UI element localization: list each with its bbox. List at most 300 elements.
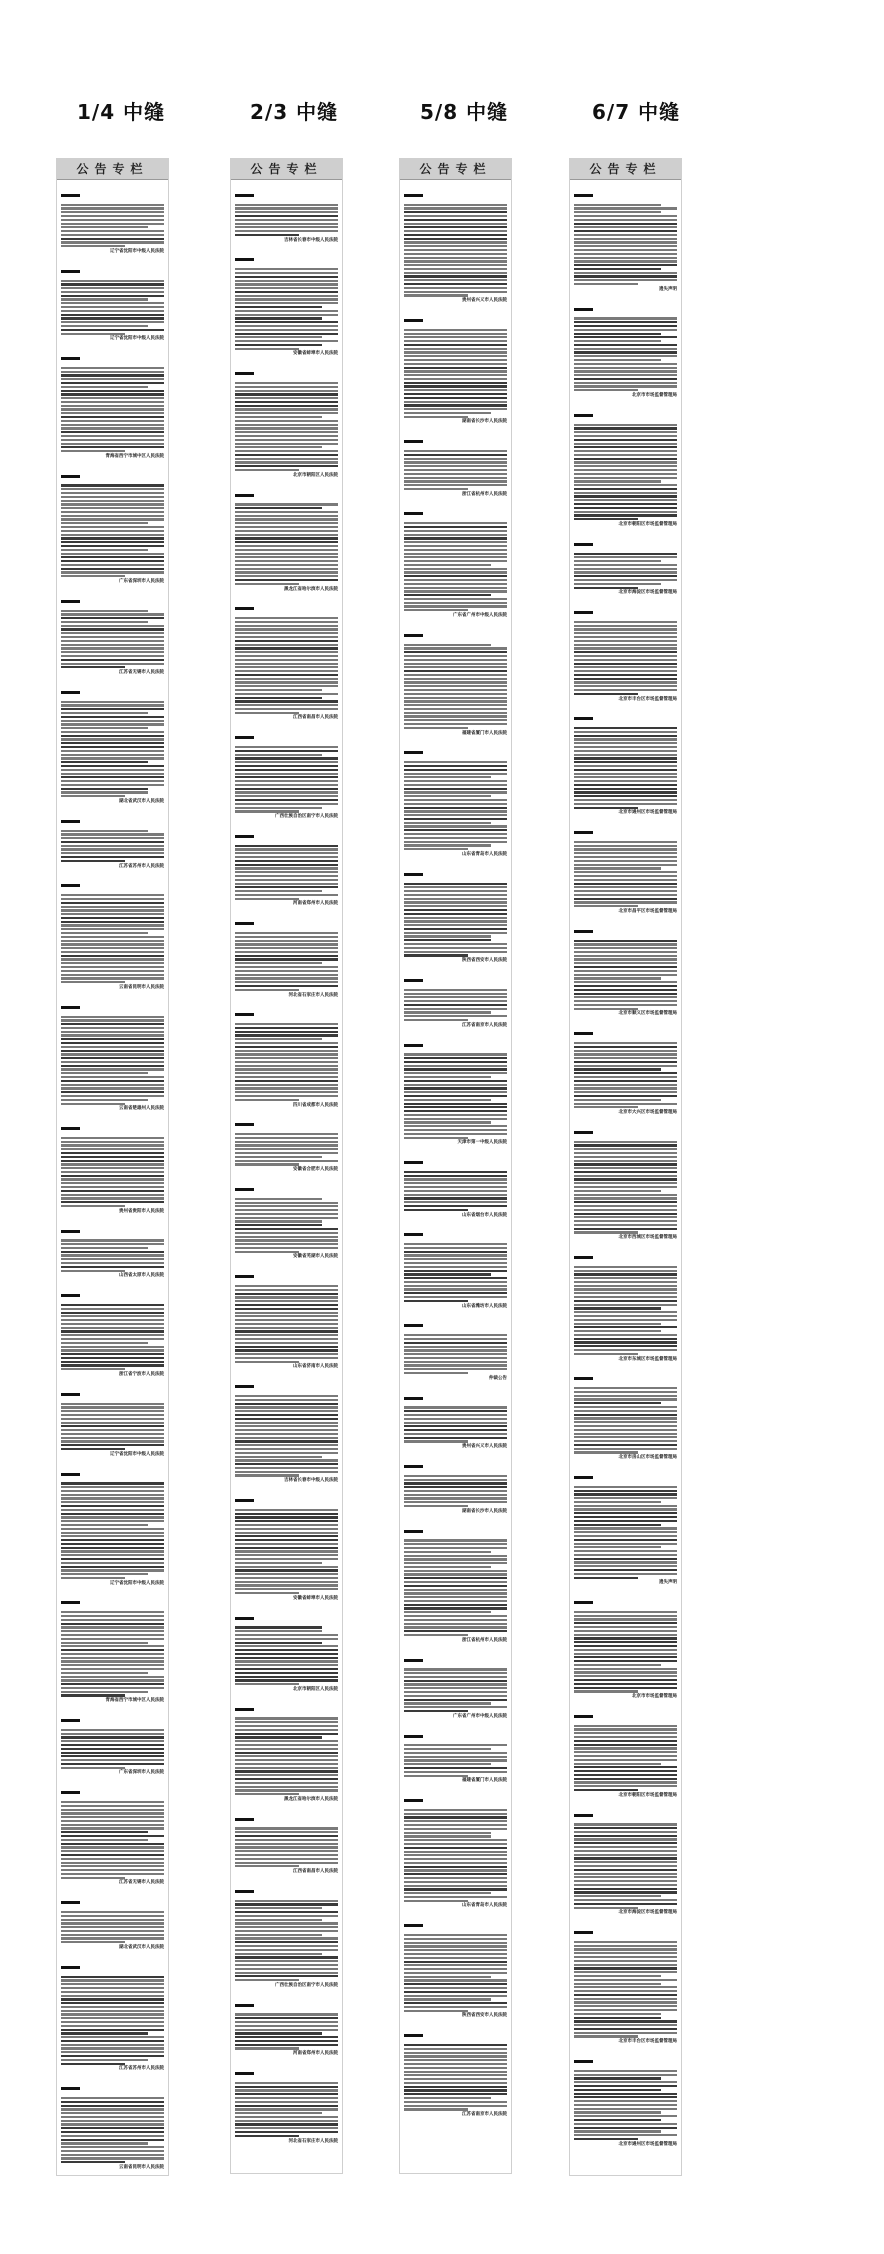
text-line [61, 1163, 164, 1165]
text-line [235, 1087, 338, 1089]
text-line [235, 1289, 338, 1291]
text-line [235, 1843, 338, 1845]
text-line [235, 636, 338, 638]
text-line [235, 765, 338, 767]
text-line [235, 1945, 338, 1947]
text-line [61, 564, 164, 566]
text-line [404, 2044, 507, 2046]
text-line [574, 1854, 677, 1856]
text-line [574, 1766, 677, 1768]
text-line [404, 1735, 423, 1738]
text-line [574, 1725, 677, 1727]
text-line [404, 1479, 507, 1481]
text-line [61, 450, 125, 452]
text-line [61, 568, 164, 570]
text-line [404, 1110, 507, 1112]
text-line [235, 211, 338, 213]
text-line [235, 1061, 338, 1063]
text-line [61, 575, 125, 577]
text-line [61, 1858, 164, 1860]
text-line [574, 1622, 677, 1624]
text-line [235, 1535, 338, 1537]
text-line [404, 1262, 507, 1264]
text-line [235, 1960, 338, 1962]
text-line [61, 1539, 164, 1541]
text-line [235, 898, 299, 900]
text-line [61, 386, 148, 388]
text-line [235, 784, 338, 786]
text-line [235, 769, 338, 771]
text-line [574, 238, 677, 240]
text-line [574, 685, 677, 687]
text-line [574, 655, 677, 657]
text-line [61, 720, 164, 722]
notice-column-2[interactable] [230, 158, 343, 2174]
text-line [61, 223, 164, 225]
text-line [404, 799, 507, 801]
text-line [235, 1975, 338, 1977]
text-line [61, 1319, 164, 1321]
text-line [404, 1346, 507, 1348]
text-line [404, 1854, 507, 1856]
text-line [235, 2017, 338, 2019]
text-line [235, 1653, 338, 1655]
text-line [61, 1364, 164, 1366]
text-line [574, 1395, 677, 1397]
text-line [61, 1167, 164, 1169]
text-line [574, 1131, 593, 1134]
text-line [574, 1994, 677, 1996]
text-line [404, 1759, 507, 1761]
text-line [235, 1429, 338, 1431]
text-line [574, 2096, 677, 2098]
notice-item [404, 623, 507, 737]
text-line [61, 1239, 164, 1241]
text-line [61, 1524, 148, 1526]
text-line [61, 1338, 164, 1340]
text-line [574, 1451, 638, 1453]
text-line [61, 773, 164, 775]
text-line [574, 2077, 661, 2079]
text-line [404, 1084, 507, 1086]
text-line [404, 1577, 507, 1579]
text-line [574, 905, 638, 907]
court-signature: 河南省郑州市人民法院 [293, 2051, 338, 2057]
text-line [574, 1861, 677, 1863]
text-line [574, 1645, 677, 1647]
text-line [235, 545, 338, 547]
text-line [61, 306, 164, 308]
text-line [235, 697, 322, 699]
text-line [574, 1876, 677, 1878]
text-line [574, 1728, 677, 1730]
text-line [61, 1976, 164, 1978]
text-line [404, 333, 507, 335]
text-line [574, 207, 677, 209]
court-signature: 浙江省杭州市人民法院 [462, 491, 507, 497]
text-line [61, 1414, 164, 1416]
text-line [61, 936, 164, 938]
text-line [574, 1072, 677, 1074]
text-line [574, 1501, 661, 1503]
text-line [235, 1304, 338, 1306]
text-line [574, 1106, 638, 1108]
text-line [574, 1171, 677, 1173]
text-line [574, 260, 677, 262]
text-line [235, 571, 338, 573]
text-line [235, 1657, 338, 1659]
text-line [404, 1266, 507, 1268]
text-line [404, 223, 507, 225]
text-line [61, 1657, 164, 1659]
text-line [61, 1095, 164, 1097]
text-line [235, 1133, 338, 1135]
text-line [61, 374, 164, 376]
text-line [61, 666, 125, 668]
text-line [574, 735, 677, 737]
text-line [61, 1254, 164, 1256]
text-line [61, 314, 164, 316]
text-line [61, 723, 164, 725]
notice-column-3[interactable] [399, 158, 512, 2174]
notice-item [235, 1488, 338, 1602]
text-line [574, 253, 677, 255]
text-line [61, 1068, 164, 1070]
text-line [235, 651, 338, 653]
text-line [61, 1061, 164, 1063]
text-line [404, 598, 507, 600]
notice-item [235, 483, 338, 593]
text-line [61, 1569, 164, 1571]
text-line [404, 1425, 507, 1427]
text-line [61, 1509, 164, 1511]
text-line [404, 1873, 507, 1875]
text-line [61, 1178, 164, 1180]
text-line [61, 795, 125, 797]
text-line [574, 1873, 677, 1875]
notice-item [61, 2076, 164, 2171]
text-line [574, 1653, 677, 1655]
text-line [235, 845, 338, 847]
text-line [404, 1324, 423, 1327]
text-line [235, 1890, 254, 1893]
text-line [574, 1270, 677, 1272]
notice-item [235, 183, 338, 244]
text-line [61, 549, 148, 551]
text-line [235, 1084, 338, 1086]
text-line [61, 518, 164, 520]
text-line [235, 329, 338, 331]
text-line [61, 2006, 164, 2008]
text-line [235, 1205, 338, 1207]
text-line [404, 844, 491, 846]
text-line [235, 1275, 254, 1278]
text-line [235, 1334, 338, 1336]
text-line [404, 477, 507, 479]
court-signature: 江西省南昌市人民法院 [293, 1869, 338, 1875]
text-line [574, 1543, 677, 1545]
text-line [61, 1619, 164, 1621]
text-line [574, 1091, 677, 1093]
notice-column-1[interactable] [56, 158, 169, 2176]
text-line [404, 1968, 507, 1970]
text-line [574, 204, 661, 206]
text-line [61, 238, 164, 240]
text-line [404, 363, 507, 365]
text-line [404, 587, 507, 589]
text-line [574, 2001, 677, 2003]
text-line [235, 1577, 338, 1579]
text-line [404, 1247, 507, 1249]
text-line [235, 1516, 338, 1518]
text-line [61, 1672, 148, 1674]
text-line [574, 492, 677, 494]
text-line [404, 1847, 507, 1849]
text-line [404, 674, 507, 676]
court-signature: 北京市顺义区市场监督管理局 [618, 1011, 677, 1017]
text-line [235, 1220, 322, 1222]
text-line [574, 731, 677, 733]
text-line [235, 268, 338, 270]
text-line [235, 1053, 338, 1055]
text-line [404, 1676, 507, 1678]
text-line [235, 712, 299, 714]
text-line [404, 1103, 507, 1105]
text-line [574, 2074, 677, 2076]
court-signature: 云南省昆明市人民法院 [119, 984, 164, 990]
text-line [574, 1490, 677, 1492]
text-line [235, 2131, 338, 2133]
text-line [404, 1558, 507, 1560]
notice-item [235, 2061, 338, 2144]
text-line [235, 958, 338, 960]
text-line [404, 1839, 507, 1841]
text-line [61, 1660, 164, 1662]
text-line [574, 2134, 677, 2136]
text-line [61, 545, 164, 547]
notice-item [235, 1879, 338, 1989]
text-line [61, 412, 164, 414]
notice-item [235, 1697, 338, 1803]
text-line [404, 1106, 507, 1108]
text-line [404, 1672, 507, 1674]
text-line [404, 1615, 507, 1617]
text-line [574, 1539, 677, 1541]
text-line [574, 940, 677, 942]
text-line [404, 291, 507, 293]
text-line [404, 1809, 507, 1811]
text-line [235, 2101, 338, 2103]
text-line [404, 1118, 507, 1120]
text-line [574, 1577, 638, 1579]
text-line [61, 1729, 164, 1731]
text-line [404, 890, 507, 892]
text-line [404, 329, 507, 331]
text-line [574, 2017, 661, 2019]
text-line [404, 1182, 507, 1184]
text-line [235, 1209, 338, 1211]
court-signature: 河北省石家庄市人民法院 [288, 992, 338, 998]
text-line [404, 1953, 507, 1955]
text-line [235, 647, 338, 649]
text-line [574, 773, 677, 775]
notice-item [61, 995, 164, 1112]
text-line [574, 1205, 677, 1207]
text-line [61, 357, 80, 360]
text-line [61, 902, 164, 904]
text-line [574, 473, 677, 475]
text-line [574, 2108, 677, 2110]
text-line [404, 404, 507, 406]
text-line [404, 1080, 507, 1082]
text-line [404, 1900, 468, 1902]
notice-item [404, 1033, 507, 1147]
text-line [574, 1476, 593, 1479]
text-line [574, 776, 677, 778]
text-line [235, 708, 338, 710]
text-line [404, 1888, 507, 1890]
text-line [61, 1342, 148, 1344]
text-line [61, 424, 164, 426]
text-line [235, 1736, 322, 1738]
notice-item [404, 862, 507, 964]
notice-item [574, 919, 677, 1017]
text-line [61, 1839, 148, 1841]
text-line [235, 1137, 338, 1139]
text-line [61, 2036, 164, 2038]
text-line [235, 875, 338, 877]
text-line [574, 2127, 677, 2129]
text-line [574, 215, 677, 217]
text-line [574, 2130, 661, 2132]
notice-column-4[interactable] [569, 158, 682, 2176]
text-line [404, 1938, 507, 1940]
text-line [61, 230, 164, 232]
text-line [61, 2108, 164, 2110]
text-line [404, 723, 507, 725]
text-line [61, 1201, 164, 1203]
text-line [574, 2115, 677, 2117]
text-line [61, 443, 164, 445]
text-line [61, 1901, 80, 1904]
text-line [574, 803, 677, 805]
text-line [235, 1547, 338, 1549]
text-line [574, 1068, 661, 1070]
text-line [235, 1027, 338, 1029]
text-line [61, 917, 164, 919]
notice-item [574, 1021, 677, 1116]
text-line [574, 518, 638, 520]
text-line [61, 845, 164, 847]
text-line [404, 1270, 507, 1272]
text-line [574, 1656, 677, 1658]
text-line [404, 719, 507, 721]
text-line [404, 1161, 423, 1164]
text-line [574, 647, 677, 649]
text-line [574, 1156, 677, 1158]
text-line [61, 788, 148, 790]
text-line [404, 837, 507, 839]
text-line [574, 1846, 677, 1848]
text-line [404, 681, 507, 683]
text-line [61, 921, 164, 923]
text-line [235, 431, 338, 433]
text-line [235, 1414, 338, 1416]
text-line [61, 940, 164, 942]
text-line [235, 1385, 254, 1388]
text-line [574, 1740, 677, 1742]
text-line [574, 1087, 677, 1089]
text-line [574, 1220, 677, 1222]
text-line [235, 1433, 338, 1435]
text-line [404, 367, 507, 369]
court-signature: 北京市丰台区市场监督管理局 [618, 2039, 677, 2045]
text-line [574, 1763, 661, 1765]
text-line [61, 962, 164, 964]
text-line [235, 2082, 338, 2084]
text-line [574, 1197, 677, 1199]
text-line [235, 1395, 338, 1397]
text-line [61, 541, 164, 543]
text-line [235, 2025, 338, 2027]
text-line [235, 761, 338, 763]
text-line [574, 1715, 593, 1718]
text-line [404, 2059, 507, 2061]
text-line [404, 1353, 507, 1355]
text-line [61, 1429, 164, 1431]
text-line [61, 1262, 164, 1264]
text-line [574, 883, 677, 885]
text-line [404, 348, 507, 350]
text-line [574, 1903, 677, 1905]
text-line [404, 1596, 507, 1598]
text-line [574, 1888, 677, 1890]
text-line [235, 1346, 338, 1348]
text-line [574, 1835, 677, 1837]
text-line [404, 2067, 507, 2069]
text-line [61, 310, 164, 312]
text-line [574, 1956, 677, 1958]
text-line [404, 814, 507, 816]
text-line [404, 1957, 507, 1959]
court-signature: 浙江省宁波市人民法院 [119, 1372, 164, 1377]
text-line [574, 2028, 677, 2030]
text-line [235, 530, 338, 532]
text-line [574, 469, 677, 471]
text-line [235, 336, 322, 338]
text-line [235, 1543, 338, 1545]
court-signature: 湖南省长沙市人民法院 [462, 1508, 507, 1514]
text-line [235, 970, 338, 972]
text-line [235, 2097, 338, 2099]
text-line [574, 1687, 677, 1689]
text-line [61, 754, 164, 756]
text-line [61, 211, 164, 213]
court-signature: 安徽省合肥市人民法院 [293, 1167, 338, 1173]
text-line [61, 1144, 164, 1146]
text-line [574, 2060, 593, 2063]
notice-item [61, 1890, 164, 1951]
text-line [61, 1611, 164, 1613]
text-line [61, 270, 80, 273]
court-signature: 陕西省西安市人民法院 [462, 2013, 507, 2019]
text-line [235, 287, 338, 289]
text-line [61, 1816, 164, 1818]
notice-item [61, 680, 164, 805]
text-line [404, 1422, 507, 1424]
text-line [235, 871, 338, 873]
text-line [404, 780, 507, 782]
